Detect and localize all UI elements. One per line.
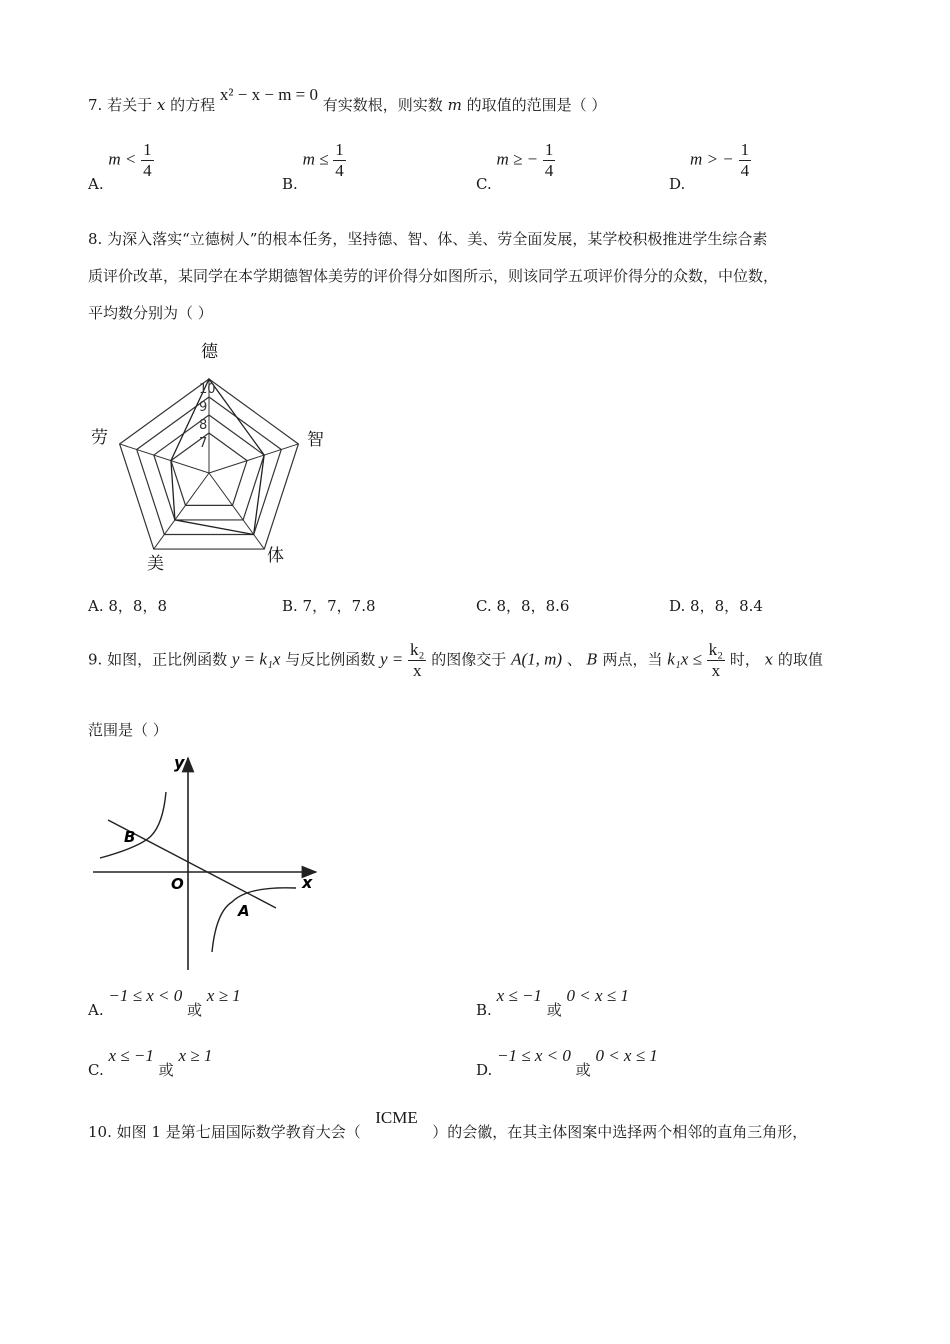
q9-linear-function: y = k₁x (231, 649, 281, 669)
fraction-num: k₂ (708, 640, 724, 659)
y-axis-label: y (174, 753, 185, 772)
radar-axis-label: 美 (147, 554, 164, 574)
q8-stem-line2: 质评价改革，某同学在本学期德智体美劳的评价得分如图所示，则该同学五项评价得分的众数，中位数， (88, 267, 779, 285)
q9-mid1: 与反比例函数 (285, 650, 376, 669)
origin-label: O (171, 875, 184, 893)
option-letter: C. (476, 174, 492, 193)
option-part1: −1 ≤ x < 0 (108, 986, 183, 1005)
option-letter: D. (476, 1061, 493, 1079)
fraction-den: x (413, 661, 422, 680)
point-b-label: B (124, 828, 136, 846)
q7-x-var: x (156, 96, 166, 114)
option-or: 或 (575, 1061, 591, 1079)
q7-m-var: m (447, 96, 462, 114)
option-part1: x ≤ −1 (108, 1046, 154, 1065)
q9-x-var: x (764, 650, 774, 669)
q9-ineq-lhs: k₁x ≤ (667, 649, 702, 669)
function-graph (88, 752, 328, 974)
fraction-num: k₂ (410, 640, 425, 659)
fraction-den: x (711, 661, 721, 680)
option-letter: B. (282, 174, 298, 193)
q8-option-d[interactable]: D. 8，8，8.4 (669, 597, 763, 615)
option-or: 或 (187, 1001, 203, 1019)
q7-option-c[interactable] (476, 140, 555, 193)
q9-ineq-fraction (707, 640, 725, 681)
option-part2: 0 < x ≤ 1 (595, 1046, 658, 1065)
option-part1: −1 ≤ x < 0 (497, 1046, 571, 1065)
option-lhs: m ≥ − (496, 149, 539, 169)
q9-stem-line2: 范围是（ ） (88, 721, 168, 739)
q7-suffix: 有实数根，则实数 (322, 96, 443, 114)
q8-option-b[interactable]: B. 7，7，7.8 (282, 597, 376, 615)
x-axis-label: x (302, 873, 313, 892)
q9-option-a[interactable] (88, 985, 241, 1019)
radar-axis-label: 劳 (91, 428, 108, 448)
option-fraction (543, 140, 556, 181)
q9-tail: 的取值 (777, 650, 823, 669)
q8-stem-line3: 平均数分别为（ ） (88, 304, 213, 322)
radar-axis-labels (91, 342, 324, 574)
option-lhs: m ≤ (302, 149, 329, 169)
q8-option-a[interactable]: A. 8，8，8 (88, 597, 167, 615)
radar-axis-label: 体 (267, 546, 284, 566)
option-or: 或 (158, 1061, 174, 1079)
hyperbola-branch-upper-left (100, 792, 166, 858)
radar-spoke (120, 444, 209, 473)
q8-stem-line1: 8. 为深入落实“立德树人”的根本任务，坚持德、智、体、美、劳全面发展，某学校积极推进学生综合素 (88, 230, 768, 248)
q9-option-c[interactable] (88, 1045, 213, 1079)
q10-suffix: ）的会徽，在其主体图案中选择两个相邻的直角三角形， (432, 1123, 808, 1141)
radar-axis-label: 智 (307, 430, 324, 450)
option-letter: A. (88, 1001, 104, 1019)
q9-mid2: 的图像交于 (431, 650, 507, 669)
fraction-num: 1 (335, 140, 344, 159)
q9-stem (88, 640, 823, 681)
radar-tick-label: 10 (199, 382, 216, 397)
fraction-den: 4 (544, 161, 554, 180)
option-part1: x ≤ −1 (496, 986, 542, 1005)
fraction-den: 4 (740, 161, 750, 180)
radar-score-polygon (171, 379, 264, 534)
option-or: 或 (546, 1001, 562, 1019)
q9-mid5: 时， (729, 650, 760, 669)
option-letter: D. (669, 174, 686, 193)
option-part2: x ≥ 1 (178, 1046, 213, 1065)
option-part2: 0 < x ≤ 1 (566, 986, 629, 1005)
q9-mid4: 两点，当 (602, 650, 663, 669)
q7-mid: 的方程 (170, 96, 216, 114)
option-lhs: m < (108, 149, 137, 169)
q7-stem (88, 85, 607, 115)
q10-stem (88, 1108, 808, 1142)
fraction-num: 1 (740, 140, 750, 159)
q7-prefix: 7. 若关于 (88, 96, 153, 114)
q7-option-b[interactable] (282, 140, 346, 193)
fraction-num: 1 (544, 140, 554, 159)
option-letter: A. (88, 174, 104, 193)
q9-prefix: 9. 如图，正比例函数 (88, 650, 228, 669)
fraction-num: 1 (143, 140, 152, 159)
radar-spoke (209, 444, 298, 473)
radar-chart (85, 335, 345, 580)
fraction-den: 4 (335, 161, 344, 180)
point-a-label: A (238, 902, 250, 920)
q7-option-d[interactable] (669, 140, 751, 193)
radar-tick-label: 9 (199, 400, 208, 415)
q10-prefix: 10. 如图 1 是第七届国际数学教育大会（ (88, 1123, 361, 1141)
radar-spoke (154, 473, 209, 549)
radar-spoke (209, 473, 264, 549)
q9-point-b: B (586, 650, 598, 669)
q7-tail: 的取值的范围是（ ） (466, 96, 607, 114)
option-fraction (333, 140, 346, 181)
radar-axes (120, 379, 299, 549)
q7-option-a[interactable] (88, 140, 154, 193)
q9-option-b[interactable] (476, 985, 629, 1019)
q9-point-a: A(1, m) (511, 649, 563, 669)
option-fraction (739, 140, 752, 181)
q9-inverse-fraction (408, 640, 426, 681)
radar-axis-label: 德 (201, 342, 218, 362)
q10-icme: ICME (375, 1108, 418, 1127)
q9-mid3: 、 (566, 650, 582, 669)
hyperbola-branch-lower-right (212, 888, 296, 952)
option-fraction (141, 140, 154, 181)
option-part2: x ≥ 1 (206, 986, 241, 1005)
option-lhs: m > − (690, 149, 734, 169)
fraction-den: 4 (143, 161, 152, 180)
q8-option-c[interactable]: C. 8，8，8.6 (476, 597, 570, 615)
q9-option-d[interactable] (476, 1045, 658, 1079)
q9-inverse-lhs: y = (379, 649, 404, 669)
option-letter: C. (88, 1061, 104, 1079)
q7-equation: x² − x − m = 0 (219, 85, 319, 104)
radar-tick-label: 7 (199, 436, 208, 451)
option-letter: B. (476, 1001, 492, 1019)
radar-tick-label: 8 (199, 418, 208, 433)
